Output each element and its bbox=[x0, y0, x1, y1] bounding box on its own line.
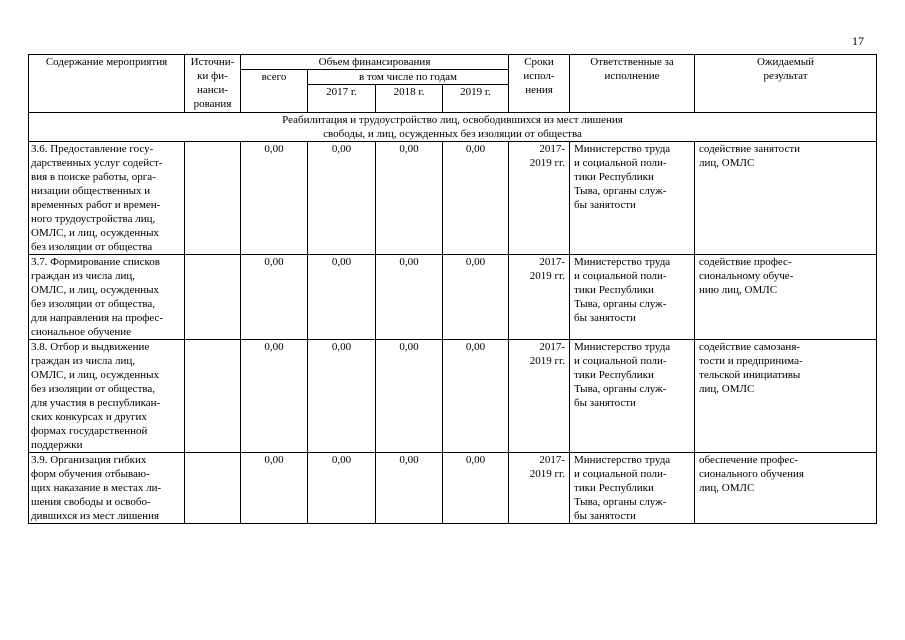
row-source bbox=[185, 453, 241, 524]
header-total: всего bbox=[241, 70, 308, 113]
row-result: содействие занятости лиц, ОМЛС bbox=[695, 142, 877, 255]
row-terms: 2017- 2019 гг. bbox=[509, 453, 570, 524]
table-header bbox=[29, 55, 877, 113]
row-source bbox=[185, 255, 241, 340]
header-year-2018: 2018 г. bbox=[376, 85, 443, 113]
row-source bbox=[185, 340, 241, 453]
row-total: 0,00 bbox=[241, 453, 308, 524]
header-by-years: в том числе по годам bbox=[308, 70, 509, 85]
row-2018: 0,00 bbox=[376, 142, 443, 255]
row-2019: 0,00 bbox=[443, 255, 509, 340]
table-row bbox=[29, 255, 877, 340]
header-responsible: Ответственные за исполнение bbox=[570, 55, 695, 113]
row-2019: 0,00 bbox=[443, 142, 509, 255]
row-terms: 2017- 2019 гг. bbox=[509, 340, 570, 453]
header-year-2017: 2017 г. bbox=[308, 85, 376, 113]
header-sources: Источни- ки фи- нанси- рования bbox=[185, 55, 241, 113]
row-2019: 0,00 bbox=[443, 340, 509, 453]
row-content: 3.7. Формирование списков граждан из числа лиц, ОМЛС, и лиц, осужденных без изоляции от общества, для направления на профес- сиональное обучение bbox=[29, 255, 185, 340]
table-row bbox=[29, 340, 877, 453]
row-total: 0,00 bbox=[241, 255, 308, 340]
header-year-2019: 2019 г. bbox=[443, 85, 509, 113]
row-2018: 0,00 bbox=[376, 340, 443, 453]
page-number: 17 bbox=[852, 34, 864, 48]
activities-table bbox=[28, 54, 877, 524]
row-2017: 0,00 bbox=[308, 453, 376, 524]
row-2017: 0,00 bbox=[308, 255, 376, 340]
row-content: 3.6. Предоставление госу- дарственных услуг содейст- вия в поиске работы, орга- низации общественных и временных работ и времен- ного трудоустройства лиц, ОМЛС, и лиц, осужденных без изоляции от общества bbox=[29, 142, 185, 255]
row-result: содействие самозаня- тости и предпринима- тельской инициативы лиц, ОМЛС bbox=[695, 340, 877, 453]
row-2018: 0,00 bbox=[376, 255, 443, 340]
table-row bbox=[29, 453, 877, 524]
row-terms: 2017- 2019 гг. bbox=[509, 142, 570, 255]
row-responsible: Министерство труда и социальной поли- тики Республики Тыва, органы служ- бы занятости bbox=[570, 340, 695, 453]
row-responsible: Министерство труда и социальной поли- тики Республики Тыва, органы служ- бы занятости bbox=[570, 453, 695, 524]
row-2018: 0,00 bbox=[376, 453, 443, 524]
row-total: 0,00 bbox=[241, 340, 308, 453]
row-2017: 0,00 bbox=[308, 142, 376, 255]
header-content: Содержание мероприятия bbox=[29, 55, 185, 113]
row-responsible: Министерство труда и социальной поли- тики Республики Тыва, органы служ- бы занятости bbox=[570, 255, 695, 340]
row-result: обеспечение профес- сионального обучения лиц, ОМЛС bbox=[695, 453, 877, 524]
row-2019: 0,00 bbox=[443, 453, 509, 524]
section-title: Реабилитация и трудоустройство лиц, освободившихся из мест лишения свободы, и лиц, осужденных без изоляции от общества bbox=[29, 113, 877, 142]
row-2017: 0,00 bbox=[308, 340, 376, 453]
row-terms: 2017- 2019 гг. bbox=[509, 255, 570, 340]
row-responsible: Министерство труда и социальной поли- тики Республики Тыва, органы служ- бы занятости bbox=[570, 142, 695, 255]
row-content: 3.9. Организация гибких форм обучения отбываю- щих наказание в местах ли- шения свободы и освобо- дившихся из мест лишения bbox=[29, 453, 185, 524]
section-row bbox=[29, 113, 877, 142]
header-terms: Сроки испол- нения bbox=[509, 55, 570, 113]
header-result: Ожидаемый результат bbox=[695, 55, 877, 113]
header-funding: Объем финансирования bbox=[241, 55, 509, 70]
table-row bbox=[29, 142, 877, 255]
row-total: 0,00 bbox=[241, 142, 308, 255]
row-content: 3.8. Отбор и выдвижение граждан из числа лиц, ОМЛС, и лиц, осужденных без изоляции от общества, для участия в республикан- ских конкурсах и других формах государственной поддержки bbox=[29, 340, 185, 453]
row-result: содействие профес- сиональному обуче- нию лиц, ОМЛС bbox=[695, 255, 877, 340]
row-source bbox=[185, 142, 241, 255]
